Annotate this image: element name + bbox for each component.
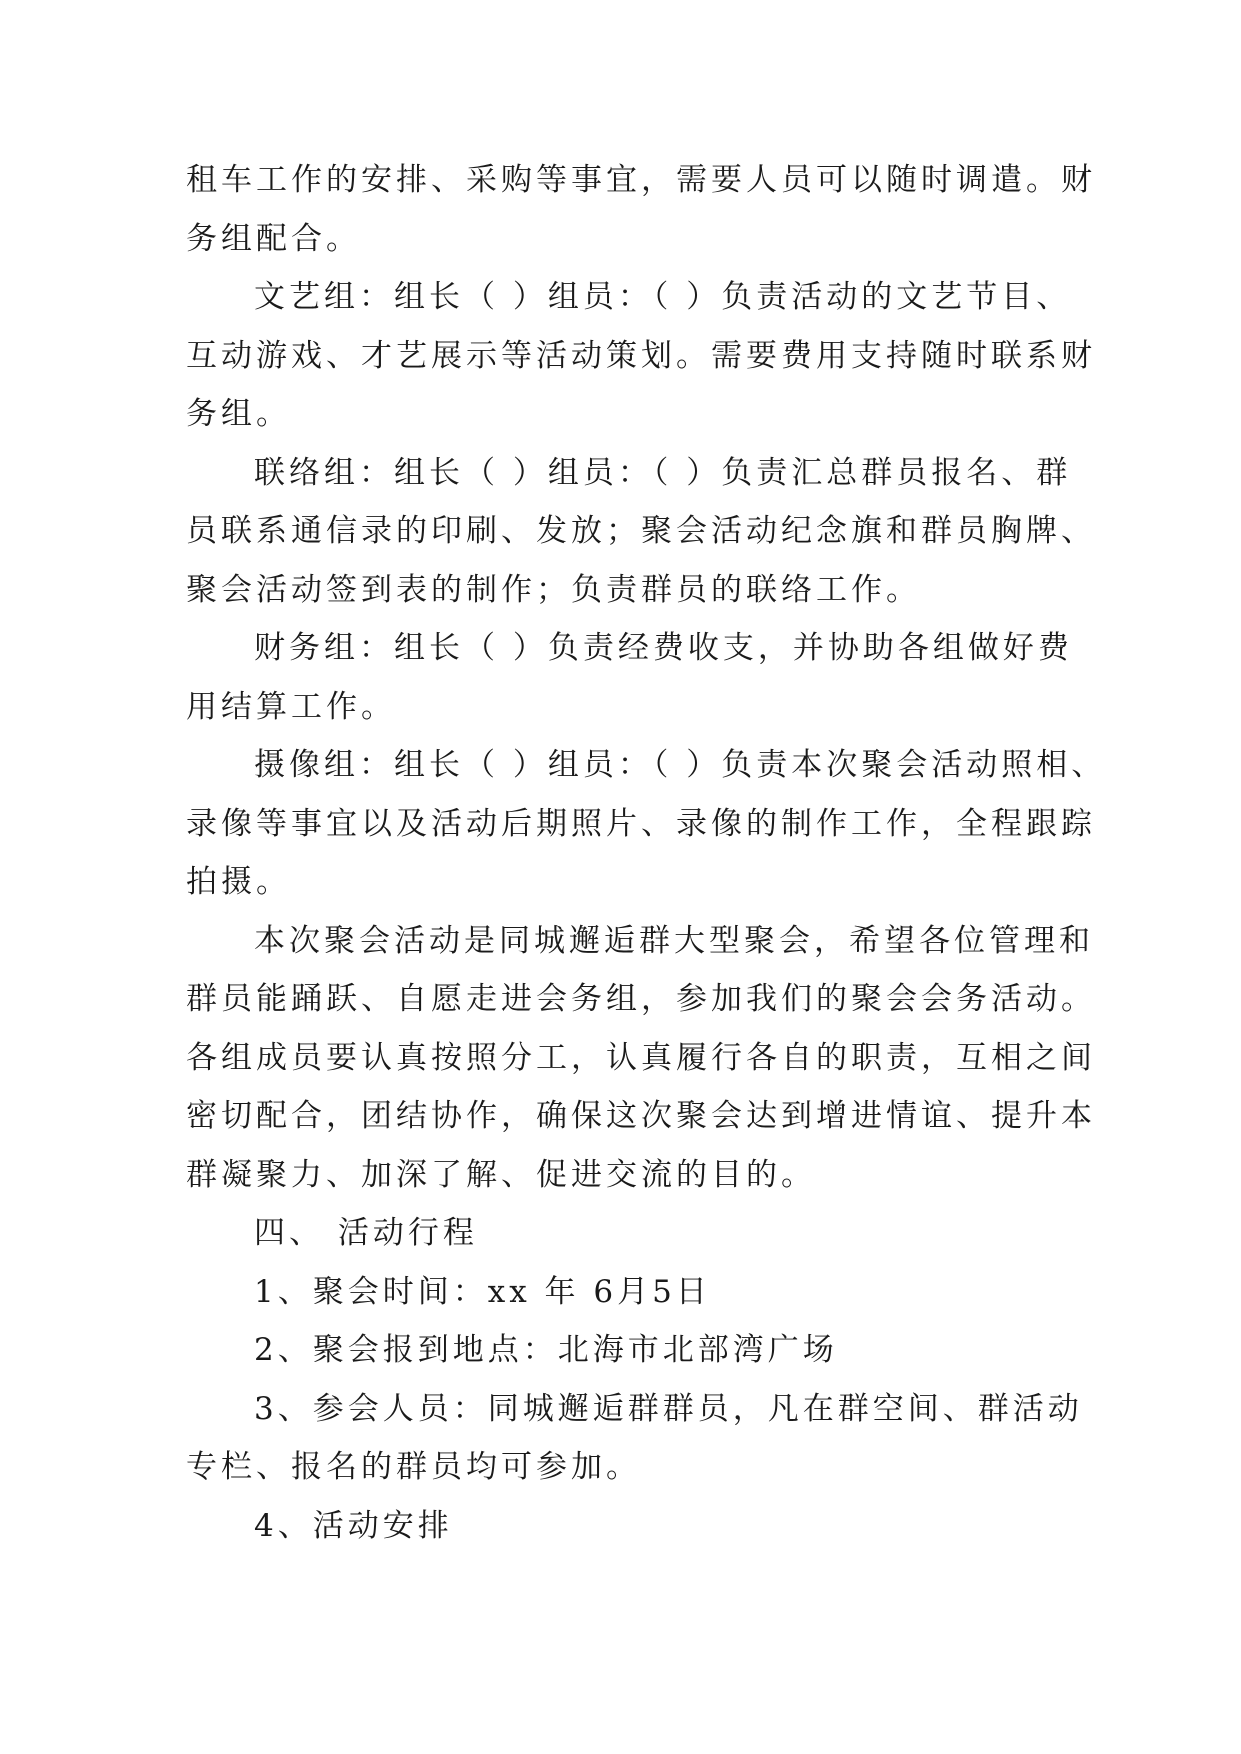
list-item: 2、聚会报到地点：北海市北部湾广场 <box>254 1332 838 1368</box>
text-line: 务组配合。 <box>186 220 361 257</box>
text-line: 员联系通信录的印刷、发放；聚会活动纪念旗和群员胸牌、 <box>186 513 1096 549</box>
text-line: 用结算工作。 <box>186 688 396 725</box>
text-line: 密切配合，团结协作，确保这次聚会达到增进情谊、提升本 <box>186 1098 1096 1134</box>
text-line: 专栏、报名的群员均可参加。 <box>186 1449 641 1485</box>
text-line: 群凝聚力、加深了解、促进交流的目的。 <box>186 1156 816 1193</box>
paragraph-start-line: 摄像组：组长（ ）组员：（ ）负责本次聚会活动照相、 <box>254 747 1107 783</box>
paragraph-start-line: 文艺组：组长（ ）组员：（ ）负责活动的文艺节目、 <box>254 279 1072 315</box>
text-line: 各组成员要认真按照分工，认真履行各自的职责，互相之间 <box>186 1039 1096 1076</box>
document-body <box>186 151 1107 1555</box>
paragraph-start-line: 本次聚会活动是同城邂逅群大型聚会，希望各位管理和 <box>254 922 1094 959</box>
section-heading: 四、 活动行程 <box>254 1215 478 1251</box>
text-line: 务组。 <box>186 396 291 432</box>
list-item: 3、参会人员：同城邂逅群群员，凡在群空间、群活动 <box>254 1390 1083 1427</box>
text-line: 租车工作的安排、采购等事宜，需要人员可以随时调遣。财 <box>186 162 1096 198</box>
list-item: 4、活动安排 <box>254 1507 453 1544</box>
text-line: 聚会活动签到表的制作；负责群员的联络工作。 <box>186 571 921 608</box>
text-line: 录像等事宜以及活动后期照片、录像的制作工作，全程跟踪 <box>186 805 1096 842</box>
text-line: 群员能踊跃、自愿走进会务组，参加我们的聚会会务活动。 <box>186 981 1096 1017</box>
text-line: 拍摄。 <box>186 864 291 900</box>
paragraph-start-line: 联络组：组长（ ）组员：（ ）负责汇总群员报名、群 <box>254 454 1072 491</box>
paragraph-start-line: 财务组：组长（ ）负责经费收支，并协助各组做好费 <box>254 630 1073 666</box>
list-item: 1、聚会时间：xx 年 6月5日 <box>254 1273 711 1310</box>
text-line: 互动游戏、才艺展示等活动策划。需要费用支持随时联系财 <box>186 337 1096 374</box>
